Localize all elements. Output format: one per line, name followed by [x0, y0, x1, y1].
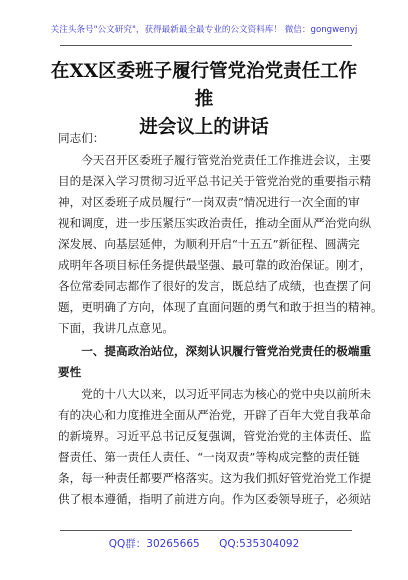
body-line: 今天召开区委班子履行管党治党责任工作推进会议，主要 — [58, 153, 372, 167]
header-promo-note: 关注头条号"公文研究"，获得最新最全最专业的公文资料库！ 微信：gongwenyj — [50, 25, 358, 35]
body-line: 成明年各项目标任务提供最坚强、最可靠的政治保证。刚才， — [58, 258, 372, 272]
body-line: 的新境界。习近平总书记反复强调，管党治党的主体责任、监 — [58, 429, 372, 443]
body-line: 深发展、向基层延伸，为顺利开启“十五五”新征程、圆满完 — [58, 237, 360, 251]
salutation: 同志们： — [58, 131, 105, 145]
title-line-1: 在XX区委班子履行管党治党责任工作推 — [50, 61, 358, 110]
body-line: 神，对区委班子成员履行“一岗双责”情况进行一次全面的审 — [58, 195, 360, 209]
body-line: 供了根本遵循，指明了前进方向。作为区委领导班子，必须站 — [58, 492, 372, 506]
footer-qq-group: QQ群：30265665 — [108, 538, 200, 550]
body-line: 党的十八大以来，以习近平同志为核心的党中央以前所未 — [58, 387, 372, 401]
footer-divider — [60, 530, 352, 531]
section-heading-line-1: 一、提高政治站位，深刻认识履行管党治党责任的极端重 — [58, 344, 372, 358]
section-heading-line-2: 要性 — [58, 365, 82, 379]
body-line: 督责任、第一责任人责任、“一岗双责”等构成完整的责任链 — [58, 450, 360, 464]
body-line: 视和调度，进一步压紧压实政治责任，推动全面从严治党向纵 — [58, 216, 372, 230]
body-line: 下面，我讲几点意见。 — [58, 321, 174, 335]
body-line: 目的是深入学习贯彻习近平总书记关于管党治党的重要指示精 — [58, 174, 372, 188]
body-line: 有的决心和力度推进全面从严治党，开辟了百年大党自我革命 — [58, 408, 372, 422]
title-line-2: 进会议上的讲话 — [139, 117, 269, 138]
footer-qq-number: QQ:535304092 — [219, 538, 300, 550]
body-line: 各位常委同志都作了很好的发言，既总结了成绩，也查摆了问 — [58, 279, 372, 293]
header-divider — [60, 45, 352, 46]
footer-contact — [0, 536, 408, 551]
body-line: 条，每一种责任都要严格落实。这为我们抓好管党治党工作提 — [58, 471, 372, 485]
body-line: 题，更明确了方向，体现了直面问题的勇气和敢于担当的精神。 — [58, 300, 383, 314]
